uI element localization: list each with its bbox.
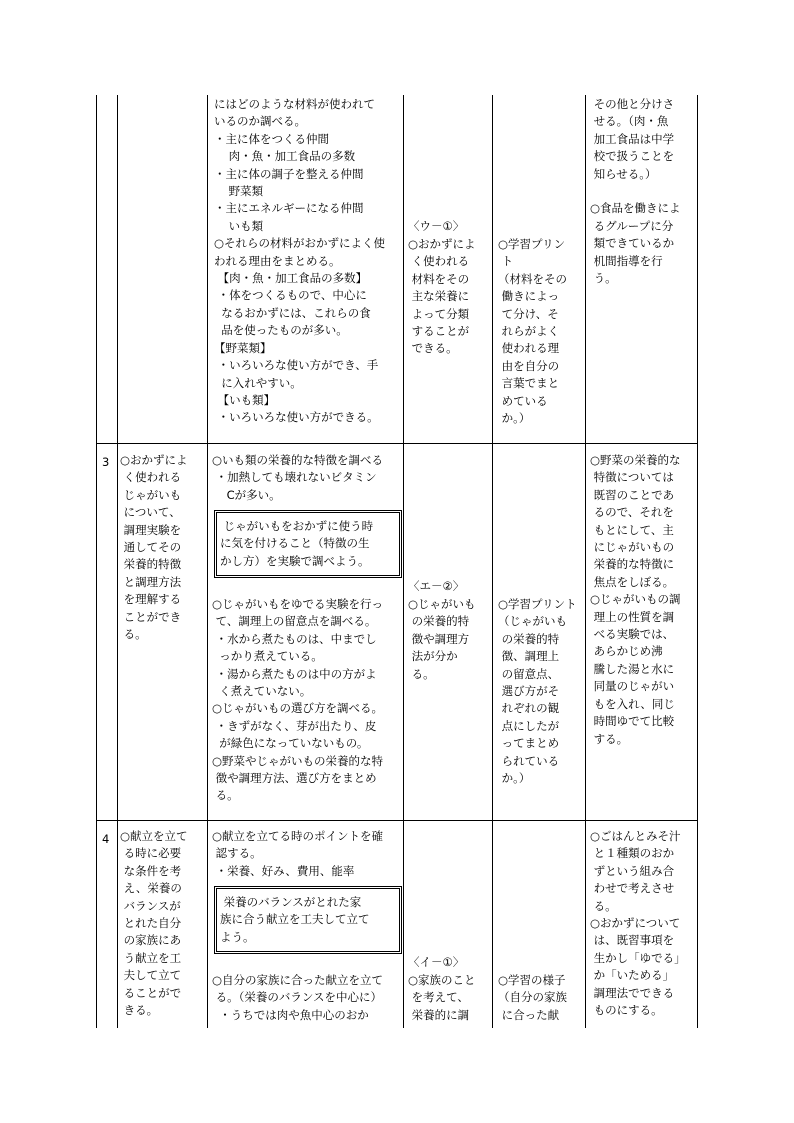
column-divider xyxy=(117,95,118,1028)
text-line: 品を使ったものが多い。 xyxy=(214,323,348,338)
row2-number: 3 xyxy=(102,455,110,469)
text-line: ・体をつくるもので、中心に xyxy=(214,288,367,303)
text-line: て分け、そ xyxy=(498,306,559,321)
text-line: ってまとめ xyxy=(498,736,560,751)
text-line: く使われる xyxy=(408,254,470,269)
text-line: 野菜類 xyxy=(214,184,264,199)
row2-viewpoint xyxy=(408,596,492,683)
row2-goal xyxy=(120,452,206,643)
text-line: と１種類のおか xyxy=(590,846,675,861)
text-line: ○自分の家族に合った献立を立て xyxy=(212,973,384,987)
text-line: べる実験では、 xyxy=(590,627,675,642)
text-line: ○野菜の栄養的な xyxy=(590,453,681,467)
text-line: 調理実験を xyxy=(120,522,182,537)
text-line: ○献立を立て xyxy=(120,829,188,843)
text-line: ○食品を働きによ xyxy=(590,201,681,216)
text-line: 徴や調理方法、選び方をまとめ xyxy=(212,771,377,786)
text-line: 焦点をしぼる。 xyxy=(590,574,675,589)
row-divider xyxy=(96,443,698,444)
text-line: 時間ゆでて比較 xyxy=(590,714,675,729)
text-line: する。 xyxy=(590,731,629,746)
text-line: う献立を工 xyxy=(120,950,182,965)
text-line: ○献立を立てる時のポイントを確 xyxy=(212,829,384,843)
text-line: に合った献 xyxy=(498,1007,560,1022)
text-line: 選び方がそ xyxy=(498,684,560,699)
row2-task-box xyxy=(214,510,402,578)
text-line: 働きによっ xyxy=(498,289,560,304)
text-line: か「いためる」 xyxy=(590,968,675,983)
text-line: ○野菜やじゃがいもの栄養的な特 xyxy=(212,753,384,768)
text-line: ・うちでは肉や魚中心のおか xyxy=(212,1007,369,1022)
text-line: なるおかずには、これらの食 xyxy=(214,305,371,320)
text-line: 族に合う献立を工夫して立て xyxy=(220,912,370,927)
text-line: ・主に体をつくる仲間 xyxy=(214,131,329,146)
text-line: せる。（肉・魚 xyxy=(590,114,669,129)
text-line: 栄養のバランスがとれた家 xyxy=(220,895,362,909)
row3-number: 4 xyxy=(102,832,110,846)
text-line: ○家族のこと xyxy=(408,973,476,987)
text-line: か。） xyxy=(498,411,531,426)
text-line: を理解する xyxy=(120,592,182,607)
text-line: ・きずがなく、芽が出たり、皮 xyxy=(212,718,377,733)
text-line: え、栄養の xyxy=(120,881,182,896)
text-line: できる。 xyxy=(408,341,458,356)
text-line: る。（栄養のバランスを中心に） xyxy=(212,990,383,1005)
row1-method xyxy=(498,236,584,427)
text-line: にじゃがいもの xyxy=(590,540,675,555)
text-line: （じゃがいも xyxy=(498,614,567,629)
text-line: ずという組み合 xyxy=(590,863,675,878)
text-line: かし方）を実験で調べよう。 xyxy=(220,553,370,568)
text-line: 徴や調理方 xyxy=(408,631,470,646)
column-divider xyxy=(403,95,404,1028)
text-line: われる理由をまとめる。 xyxy=(214,253,341,268)
column-divider xyxy=(585,95,586,1028)
text-line: よう。 xyxy=(220,929,255,944)
row3-method xyxy=(498,972,584,1024)
text-line: 特徴については xyxy=(590,470,674,485)
text-line: 調理法でできる xyxy=(590,985,675,1000)
text-line: ・いろいろな使い方ができ、手 xyxy=(214,358,379,373)
text-line: いも類 xyxy=(214,218,264,233)
text-line: が緑色になっていないもの。 xyxy=(212,736,369,751)
text-line: ○じゃがいもをゆでる実験を行っ xyxy=(212,597,384,611)
table-border-right xyxy=(697,95,698,1028)
text-line: ○学習の様子 xyxy=(498,973,566,987)
row3-viewpoint-label: 〈イ－①〉 xyxy=(408,955,465,969)
text-line: 使われる理 xyxy=(498,341,560,356)
text-line: は、既習事項を xyxy=(590,933,675,948)
row2-method xyxy=(498,596,584,787)
text-line: 知らせる。） xyxy=(590,166,657,181)
text-line: う。 xyxy=(590,271,617,286)
text-line: 通してその xyxy=(120,540,182,555)
row2-notes xyxy=(590,452,696,748)
text-line: ことができ xyxy=(120,609,182,624)
text-line: の留意点、 xyxy=(498,666,560,681)
text-line: 【いも類】 xyxy=(214,392,276,407)
row3-goal xyxy=(120,828,206,1019)
row1-viewpoint xyxy=(408,236,492,358)
text-line: ○おかずによ xyxy=(120,453,188,467)
text-line: ○じゃがいも xyxy=(408,597,476,611)
text-line: 生かし「ゆでる」 xyxy=(590,950,686,965)
row3-notes xyxy=(590,828,696,1019)
text-line: るので、それを xyxy=(590,505,674,520)
text-line: 材料をその xyxy=(408,271,470,286)
row3-viewpoint xyxy=(408,972,492,1024)
text-line: きる。 xyxy=(120,1003,159,1018)
text-line: 加工食品は中学 xyxy=(590,131,675,146)
text-line: もを入れ、同じ xyxy=(590,696,675,711)
text-line: られている xyxy=(498,753,560,768)
text-line: わせで考えさせ xyxy=(590,881,675,896)
text-line: に気を付けること（特徴の生 xyxy=(220,536,370,551)
text-line: ・主に体の調子を整える仲間 xyxy=(214,166,364,181)
text-line: 夫して立て xyxy=(120,968,182,983)
text-line: めている xyxy=(498,393,548,408)
text-line: Cが多い。 xyxy=(212,487,281,502)
text-line: とれた自分 xyxy=(120,916,182,931)
text-line: ○学習プリント xyxy=(498,597,577,611)
text-line: 認する。 xyxy=(212,846,262,861)
text-line: の栄養的特 xyxy=(408,614,470,629)
text-line: 理上の性質を調 xyxy=(590,609,675,624)
text-line: っかり煮えている。 xyxy=(212,649,323,664)
row1-activities-a xyxy=(214,96,402,427)
text-line: ○じゃがいもの調 xyxy=(590,592,681,607)
text-line: ・加熱しても壊れないビタミン xyxy=(212,470,377,485)
text-line: その他と分けさ xyxy=(590,97,675,111)
text-line: れらがよく xyxy=(498,324,560,339)
text-line: ・水から煮たものは、中までし xyxy=(212,631,377,646)
text-line: じゃがいもをおかずに使う時 xyxy=(220,519,374,533)
text-line: あらかじめ沸 xyxy=(590,644,663,659)
text-line: じゃがいも xyxy=(120,487,182,502)
text-line: 既習のことであ xyxy=(590,487,675,502)
text-line: 机間指導を行 xyxy=(590,253,663,268)
text-line: 肉・魚・加工食品の多数 xyxy=(214,149,356,164)
text-line: 栄養的な特徴に xyxy=(590,557,675,572)
text-line: な条件を考 xyxy=(120,863,182,878)
text-line: 【野菜類】 xyxy=(214,340,272,355)
row2-activities-a xyxy=(212,452,402,504)
column-divider xyxy=(207,95,208,1028)
row2-viewpoint-label: 〈エ－②〉 xyxy=(408,579,465,593)
text-line: ○じゃがいもの選び方を調べる。 xyxy=(212,701,384,716)
text-line: れぞれの観 xyxy=(498,701,560,716)
text-line: ○いも類の栄養的な特徴を調べる xyxy=(212,453,384,467)
text-line: と調理方法 xyxy=(120,574,182,589)
row3-activities-b xyxy=(212,972,402,1024)
text-line: について、 xyxy=(120,505,181,520)
text-line: 由を自分の xyxy=(498,358,560,373)
row3-activities-a xyxy=(212,828,402,880)
text-line: て、調理上の留意点を調べる。 xyxy=(212,614,377,629)
text-line: ることがで xyxy=(120,985,182,1000)
text-line: ・湯から煮たものは中の方がよ xyxy=(212,666,377,681)
text-line: ・栄養、好み、費用、能率 xyxy=(212,863,355,878)
column-divider xyxy=(492,95,493,1028)
text-line: ○ごはんとみそ汁 xyxy=(590,829,681,843)
text-line: る。 xyxy=(408,666,435,681)
text-line: ○おかずによ xyxy=(408,237,476,251)
text-line: 騰した湯と水に xyxy=(590,661,675,676)
text-line: ・いろいろな使い方ができる。 xyxy=(214,410,379,425)
text-line: 主な栄養に xyxy=(408,289,470,304)
text-line: 校で扱うことを xyxy=(590,149,675,164)
text-line: る。 xyxy=(212,788,239,803)
row1-viewpoint-label: 〈ウ－①〉 xyxy=(408,219,465,233)
text-line: ○それらの材料がおかずによく使 xyxy=(214,236,386,251)
text-line: るグループに分 xyxy=(590,218,674,233)
text-line: 点にしたが xyxy=(498,718,560,733)
text-line: よって分類 xyxy=(408,306,470,321)
text-line: にはどのような材料が使われて xyxy=(214,97,375,111)
text-line: か。） xyxy=(498,771,531,786)
text-line: ・主にエネルギーになる仲間 xyxy=(214,201,364,216)
text-line: もとにして、主 xyxy=(590,522,674,537)
text-line: く煮えていない。 xyxy=(212,684,312,699)
table-border-left xyxy=(96,95,97,1028)
text-line: 同量のじゃがい xyxy=(590,679,675,694)
text-line: ○学習プリン xyxy=(498,237,566,251)
text-line: （自分の家族 xyxy=(498,990,567,1005)
text-line: の家族にあ xyxy=(120,933,182,948)
text-line: 徴、調理上 xyxy=(498,649,560,664)
row2-activities-b xyxy=(212,596,402,805)
text-line: することが xyxy=(408,324,470,339)
text-line: 栄養的特徴 xyxy=(120,557,182,572)
text-line: 言葉でまと xyxy=(498,376,560,391)
text-line: ト xyxy=(498,254,514,269)
text-line: く使われる xyxy=(120,470,182,485)
text-line: 【肉・魚・加工食品の多数】 xyxy=(214,271,368,286)
text-line: の栄養的特 xyxy=(498,631,560,646)
row1-notes xyxy=(590,96,696,287)
text-line: に入れやすい。 xyxy=(214,375,302,390)
text-line: バランスが xyxy=(120,898,181,913)
text-line: ○おかずについて xyxy=(590,916,681,931)
text-line: る。 xyxy=(120,627,147,642)
row3-task-box xyxy=(214,886,402,954)
text-line: （材料をその xyxy=(498,271,567,286)
text-line xyxy=(590,183,696,200)
text-line: いるのか調べる。 xyxy=(214,114,306,129)
text-line: 栄養的に調 xyxy=(408,1007,470,1022)
row-divider xyxy=(96,820,698,821)
text-line: る時に必要 xyxy=(120,846,182,861)
text-line: 類できているか xyxy=(590,236,675,251)
text-line: ものにする。 xyxy=(590,1003,663,1018)
text-line: 法が分か xyxy=(408,649,458,664)
text-line: る。 xyxy=(590,898,617,913)
text-line: を考えて、 xyxy=(408,990,469,1005)
